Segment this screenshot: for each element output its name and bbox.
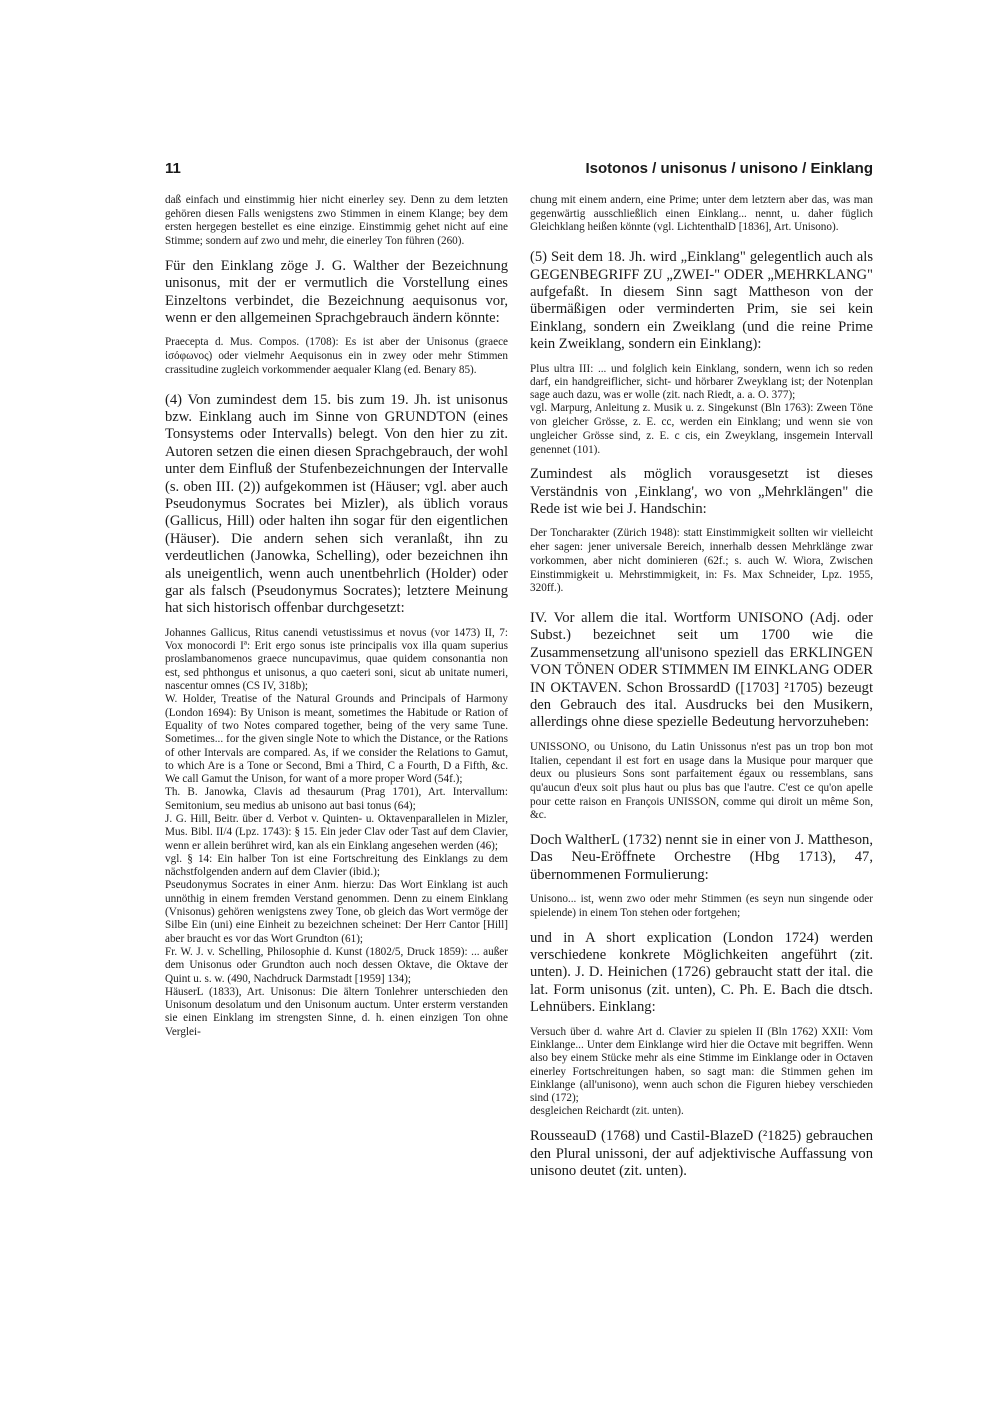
running-head <box>165 160 873 180</box>
citation: Pseudonymus Socrates in einer Anm. hierzu: Das Wort Einklang ist auch unnöthig in einem fremden Verstand genommen. Denn zu einem Einklang (Vnisonus) gehören wenigstens zwey Tone, ob gleich das Wort vermöge der Silbe Ein (uni) eine Einheit zu bezeichnen scheinet: Der Herr Cantor [Hill] aber braucht es vor das Wort Grundton (61); <box>165 879 508 945</box>
paragraph-section-IV: IV. Vor allem die ital. Wortform UNISONO (Adj. oder Subst.) bezeichnet seit um 1700 wie die Zusammensetzung all'unisono speziell das ERKLINGEN VON TÖNEN ODER STIMMEN IM EINKLANG ODER IN OKTAVEN. Schon BrossardD ([1703] ²1705) bezeugt den Gebrauch des ital. Ausdrucks bei den Musikern, allerdings ohne diese spezielle Bedeutung hervorzuheben: <box>530 609 873 731</box>
citation: vgl. § 14: Ein halber Ton ist eine Fortschreitung des Einklangs zu dem nächstfolgenden andern auf dem Clavier (ibid.); <box>165 852 508 879</box>
quote-block: Der Toncharakter (Zürich 1948): statt Einstimmigkeit sollten wir vielleicht eher sagen: jener universale Bereich, innerhalb dessen Mehrklänge zwar vorkommen, aber nicht dominieren (62f.; s. auch W. Wiora, Zwischen Einstimmigkeit u. Mehrstimmigkeit, in: Fs. Max Schneider, Lpz. 1955, 320ff.). <box>530 527 873 595</box>
quote-block: Unisono... ist, wenn zwo oder mehr Stimmen (es seyn nun singende oder spielende) in einem Ton stehen oder fortgehen; <box>530 893 873 919</box>
left-column <box>165 194 508 1048</box>
citation-list <box>165 627 508 1039</box>
quote-block: Versuch über d. wahre Art d. Clavier zu spielen II (Bln 1762) XXII: Vom Einklange... Unter dem Einklange wird hier die Octave mit begriffen. Wenn also bey einem Stücke mehr als eine Stimme im Einklange oder in Octaven einerley Fortschreitungen haben, so sagt man: die Stimmen gehen im Einklange (all'unisono), wenn auch schon die Figuren hiebey verschieden sind (172); <box>530 1025 873 1105</box>
paragraph: und in A short explication (London 1724) werden verschiedene konkrete Möglichkeiten angeführt (zit. unten). J. D. Heinichen (1726) gebraucht statt der ital. die lat. Form unisonus (zit. unten), C. Ph. E. Bach die dtsch. Lehnübers. Einklang: <box>530 929 873 1016</box>
quote-block: daß einfach und einstimmig hier nicht einerley sey. Denn zu dem letzten gehören diesen Falls wenigstens zwo Stimmen in einem Klange; bey dem ersten hergegen bestellet es eine einzige. Einstimmig gehet nicht auf eine Stimme; sondern auf zwo und mehr, die einerley Ton führen (260). <box>165 194 508 248</box>
quote-block: chung mit einem andern, eine Prime; unter dem letztern aber das, was man gegenwärtig ausschließlich einen Einklang... nennt, u. daher füglich Gleichklang heißen könnte (vgl. LichtenthalD [1836], Art. Unisono). <box>530 194 873 234</box>
quote-block: Plus ultra III: ... und folglich kein Einklang, sondern, wenn ich so reden darf, ein handgreiflicher, sicht- und hörbarer Zweyklang ist; der Notenplan sage auch dazu, was er wolle (zit. nach Riedt, a. a. O. 377); <box>530 362 873 402</box>
paragraph: Doch WaltherL (1732) nennt sie in einer von J. Mattheson, Das Neu-Eröffnete Orchestre (Hbg 1713), 47, übernommenen Formulierung: <box>530 832 873 883</box>
citation: Fr. W. J. v. Schelling, Philosophie d. Kunst (1802/5, Druck 1859): ... außer dem Unisonus oder Grundton auch noch dessen Oktave, die Oktave der Quint u. s. w. (490, Nachdruck Darmstadt [1959] 134); <box>165 945 508 985</box>
page-number: 11 <box>165 160 181 177</box>
paragraph-section-5: (5) Seit dem 18. Jh. wird „Einklang" gelegentlich auch als GEGENBEGRIFF ZU „ZWEI-" ODER „MEHRKLANG" aufgefaßt. In diesem Sinn sagt Mattheson von der übermäßigen oder verminderten Prim, sie sei kein Einklang, sondern ein Zweiklang (und die reine Prime kein Zweiklang, sondern ein Einklang): <box>530 249 873 353</box>
citation: Th. B. Janowka, Clavis ad thesaurum (Prag 1701), Art. Intervallum: Semitonium, seu medius ab unisono aut basi tonus (64); <box>165 786 508 812</box>
citation: HäuserL (1833), Art. Unisonus: Die ältern Tonlehrer unterschieden den Unisonum desolatum und den Unisonum auctum. Unter ersterm verstanden sie einen Einklang im strengsten Sinne, d. h. einen einzigen Ton ohne Verglei- <box>165 985 508 1038</box>
quote-block: Praecepta d. Mus. Compos. (1708): Es ist aber der Unisonus (graece ἰσόφωνος) oder vielmehr Aequisonus ein in zwey oder mehr Stimmen crassitudine zugleich vorkommender aequaler Klang (ed. Benary 85). <box>165 336 508 376</box>
quote-block: vgl. Marpurg, Anleitung z. Musik u. z. Singekunst (Bln 1763): Zween Töne von gleicher Grösse, z. E. cc, werden ein Einklang; und wenn sie von ungleicher Grösse sind, z. E. c cis, ein Zweyklang, insgemein Intervall genennet (101). <box>530 402 873 456</box>
citation: Johannes Gallicus, Ritus canendi vetustissimus et novus (vor 1473) II, 7: Vox monocordi Iª: Erit ergo sonus iste principalis vox illa quam superius proslambanomenos graece nuncupavimus, quae quidem consonantia non est, sed phthongus et unisonus, a quo caeteri soni, sicut ab unitate numeri, nascentur omnes (CS IV, 318b); <box>165 626 508 693</box>
paragraph: Zumindest als möglich vorausgesetzt ist dieses Verständnis von ‚Einklang', wo von „Mehrklängen" die Rede ist wie bei J. Handschin: <box>530 466 873 518</box>
quote-block: UNISSONO, ou Unisono, du Latin Unissonus n'est pas un trop bon mot Italien, cependant il est fort en usage dans la Musique pour marquer que deux ou plusieurs Sons sont parfaitement égaux ou ressemblans, sans qu'aucun d'eux soit plus haut ou plus bas que l'autre. C'est ce qu'on apelle pour cette raison en François UNISSON, comme qui diroit un même Son, &c. <box>530 740 873 822</box>
citation: J. G. Hill, Beitr. über d. Verbot v. Quinten- u. Oktavenparallelen in Mizler, Mus. Bibl. II/4 (Lpz. 1743): § 15. Ein jeder Clav oder Tast auf dem Clavier, wenn er allein berühret wird, kan als ein Einklang angesehen werden (46); <box>165 812 508 852</box>
citation: W. Holder, Treatise of the Natural Grounds and Principals of Harmony (London 1694): By Unison is meant, sometimes the Habitude or Ration of Equality of two Notes compared together, being of the very same Tune. Sometimes... for the given single Note to which the Distance, or the Rations of other Intervals are compared. As, if we consider the Relations to Gamut, to which Are is a Tone or Second, Bmi a Third, C a Fourth, D a Fifth, &c. We call Gamut the Unison, for want of a more proper Word (54f.); <box>165 693 508 786</box>
quote-block: desgleichen Reichardt (zit. unten). <box>530 1105 684 1118</box>
paragraph: Für den Einklang zöge J. G. Walther der Bezeichnung unisonus, mit der er vermutlich die Vorstellung eines Einzeltons verbindet, die Bezeichnung aequisonus vor, wenn er den allgemeinen Sprachgebrauch ändern könnte: <box>165 257 508 327</box>
paragraph-section-4: (4) Von zumindest dem 15. bis zum 19. Jh. ist unisonus bzw. Einklang auch im Sinne von GRUNDTON (eines Tonsystems oder Intervalls) belegt. Von den hier zu zit. Autoren setzen die einen diesen Sprachgebrauch, der wohl unter dem Einfluß der Stufenbezeichnungen der Intervalle (s. oben III. (2)) aufgekommen ist (Häuser; vgl. aber auch Pseudonymus Socrates bei Mizler), als üblich voraus (Gallicus, Hill) oder halten ihn sogar für den eigentlichen (Häuser). Die andern sehen sich veranlaßt, ihn zu verdeutlichen (Janowka, Schelling), oder bezeichnen ihn als uneigentlich, wenn auch unentbehrlich (Holder) oder gar als falsch (Pseudonymus Socrates); letztere Meinung hat sich historisch offenbar durchgesetzt: <box>165 391 508 617</box>
right-column <box>530 194 873 1189</box>
paragraph: RousseauD (1768) und Castil-BlazeD (²1825) gebrauchen den Plural unissoni, der auf adjektivische Auffassung von unisono deutet (zit. unten). <box>530 1128 873 1179</box>
article-title: Isotonos / unisonus / unisono / Einklang <box>585 160 873 177</box>
